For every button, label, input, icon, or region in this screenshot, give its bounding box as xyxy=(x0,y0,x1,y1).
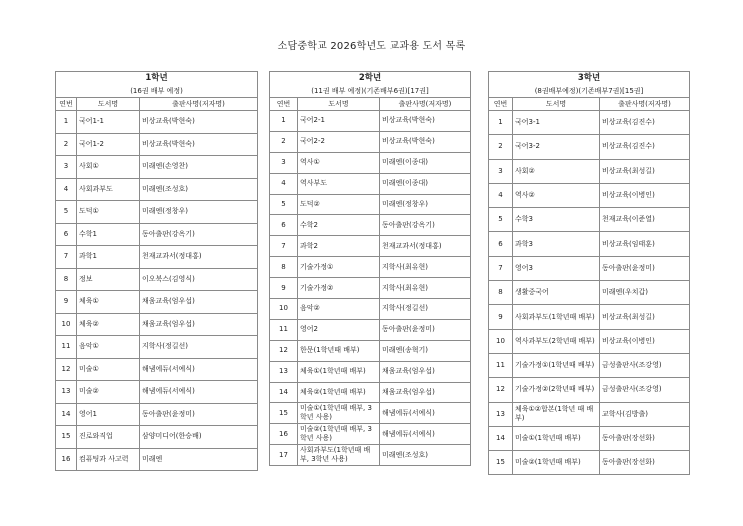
row-number: 14 xyxy=(489,426,513,450)
book-title: 영어2 xyxy=(298,319,380,340)
row-number: 3 xyxy=(270,152,298,173)
book-title: 도덕② xyxy=(298,194,380,215)
table-row xyxy=(56,358,258,381)
publisher-author: 금성출판사(조강영) xyxy=(600,353,690,377)
publisher-author: 교학사(김방출) xyxy=(600,402,690,426)
col-header-book: 도서명 xyxy=(298,98,380,111)
row-number: 13 xyxy=(56,381,77,404)
row-number: 11 xyxy=(270,319,298,340)
row-number: 4 xyxy=(489,183,513,207)
publisher-author: 비상교육(김진수) xyxy=(600,111,690,135)
book-title: 기술가정②(2학년때 배부) xyxy=(513,378,600,402)
document-title: 소담중학교 2026학년도 교과용 도서 목록 xyxy=(277,41,466,52)
publisher-author: 이오북스(김영식) xyxy=(140,268,258,291)
row-number: 16 xyxy=(270,424,298,445)
grade-subtitle-row xyxy=(489,86,690,98)
row-number: 6 xyxy=(489,232,513,256)
book-title: 컴퓨팅과 사고력 xyxy=(77,448,140,471)
row-number: 2 xyxy=(489,135,513,159)
table-row xyxy=(489,281,690,305)
table-row xyxy=(489,378,690,402)
table-row xyxy=(270,152,471,173)
book-title: 사회과부도 xyxy=(77,178,140,201)
col-header-book: 도서명 xyxy=(77,98,140,111)
book-title: 미술①(1학년때 배부, 3학년 사용) xyxy=(298,403,380,424)
book-title: 과학3 xyxy=(513,232,600,256)
publisher-author: 해냄에듀(서예식) xyxy=(380,424,471,445)
publisher-author: 동아출판(장선화) xyxy=(600,451,690,475)
table-row xyxy=(489,353,690,377)
book-title: 수학2 xyxy=(298,215,380,236)
book-title: 체육②(1학년때 배부) xyxy=(298,382,380,403)
row-number: 1 xyxy=(56,111,77,134)
publisher-author: 천재교과서(정대홍) xyxy=(140,246,258,269)
publisher-author: 채움교육(엄우섭) xyxy=(380,382,471,403)
table-row xyxy=(56,178,258,201)
table-row xyxy=(489,208,690,232)
row-number: 12 xyxy=(270,340,298,361)
book-title: 음악① xyxy=(77,336,140,359)
publisher-author: 미래엔(이종대) xyxy=(380,152,471,173)
row-number: 9 xyxy=(489,305,513,329)
book-title: 기술가정①(1학년때 배부) xyxy=(513,353,600,377)
book-title: 진로와직업 xyxy=(77,426,140,449)
table-row xyxy=(56,133,258,156)
row-number: 8 xyxy=(270,257,298,278)
book-title: 수학1 xyxy=(77,223,140,246)
publisher-author: 동아출판(강옥기) xyxy=(140,223,258,246)
table-row xyxy=(270,299,471,320)
book-title: 과학1 xyxy=(77,246,140,269)
publisher-author: 천재교과서(정대홍) xyxy=(380,236,471,257)
table-row xyxy=(56,426,258,449)
row-number: 5 xyxy=(56,201,77,224)
publisher-author: 동아출판(윤정미) xyxy=(380,319,471,340)
book-title: 정보 xyxy=(77,268,140,291)
row-number: 7 xyxy=(56,246,77,269)
book-title: 국어3-2 xyxy=(513,135,600,159)
publisher-author: 채움교육(엄우섭) xyxy=(140,291,258,314)
col-header-num: 연번 xyxy=(270,98,298,111)
publisher-author: 비상교육(이병인) xyxy=(600,329,690,353)
book-title: 국어2-1 xyxy=(298,111,380,132)
table-row xyxy=(270,111,471,132)
book-title: 미술② xyxy=(77,381,140,404)
grade-title-row xyxy=(270,72,471,86)
publisher-author: 동아출판(강옥기) xyxy=(380,215,471,236)
row-number: 17 xyxy=(270,445,298,466)
table-row xyxy=(489,135,690,159)
publisher-author: 비상교육(박현숙) xyxy=(380,131,471,152)
table-row xyxy=(489,256,690,280)
row-number: 15 xyxy=(489,451,513,475)
grade-subtitle: (16권 배부 예정) xyxy=(56,86,258,98)
table-row xyxy=(270,403,471,424)
table-row xyxy=(489,305,690,329)
table-row xyxy=(270,257,471,278)
book-title: 과학2 xyxy=(298,236,380,257)
table-row xyxy=(270,131,471,152)
publisher-author: 비상교육(박현숙) xyxy=(140,133,258,156)
table-row xyxy=(270,361,471,382)
publisher-author: 해냄에듀(서예식) xyxy=(380,403,471,424)
table-row xyxy=(56,336,258,359)
publisher-author: 비상교육(최성길) xyxy=(600,305,690,329)
table-row xyxy=(270,215,471,236)
grade-title-row xyxy=(489,72,690,86)
publisher-author: 지학사(정길선) xyxy=(140,336,258,359)
table-row xyxy=(489,329,690,353)
book-title: 기술가정① xyxy=(298,257,380,278)
publisher-author: 삼양미디어(한승배) xyxy=(140,426,258,449)
book-title: 국어1-2 xyxy=(77,133,140,156)
table-row xyxy=(489,232,690,256)
table-row xyxy=(56,201,258,224)
table-row xyxy=(489,451,690,475)
row-number: 5 xyxy=(489,208,513,232)
book-title: 수학3 xyxy=(513,208,600,232)
book-title: 국어3-1 xyxy=(513,111,600,135)
col-header-publisher: 출판사명(저자명) xyxy=(380,98,471,111)
publisher-author: 미래엔(정창우) xyxy=(140,201,258,224)
col-header-book: 도서명 xyxy=(513,98,600,111)
book-title: 미술① xyxy=(77,358,140,381)
publisher-author: 미래엔(정창우) xyxy=(380,194,471,215)
table-row xyxy=(270,340,471,361)
row-number: 10 xyxy=(270,299,298,320)
table-row xyxy=(56,313,258,336)
row-number: 9 xyxy=(270,278,298,299)
col-header-publisher: 출판사명(저자명) xyxy=(600,98,690,111)
publisher-author: 채움교육(엄우섭) xyxy=(140,313,258,336)
publisher-author: 미래엔(송혁기) xyxy=(380,340,471,361)
row-number: 8 xyxy=(56,268,77,291)
grade-title: 1학년 xyxy=(56,72,258,86)
publisher-author: 해냄에듀(서예식) xyxy=(140,358,258,381)
book-title: 체육① xyxy=(77,291,140,314)
row-number: 5 xyxy=(270,194,298,215)
publisher-author: 지학사(정길선) xyxy=(380,299,471,320)
publisher-author: 채움교육(엄우섭) xyxy=(380,361,471,382)
table-row xyxy=(56,268,258,291)
publisher-author: 미래엔(우치갑) xyxy=(600,281,690,305)
row-number: 1 xyxy=(489,111,513,135)
table-row xyxy=(56,403,258,426)
table-row xyxy=(270,445,471,466)
book-title: 기술가정② xyxy=(298,278,380,299)
grade-subtitle: (8권배부예정)(기존배부7권)[15권] xyxy=(489,86,690,98)
book-title: 역사과부도(2학년때 배부) xyxy=(513,329,600,353)
table-row xyxy=(489,183,690,207)
row-number: 16 xyxy=(56,448,77,471)
grade-title-row xyxy=(56,72,258,86)
table-row xyxy=(56,448,258,471)
column-header-row xyxy=(270,98,471,111)
publisher-author: 금성출판사(조강영) xyxy=(600,378,690,402)
row-number: 10 xyxy=(489,329,513,353)
book-title: 미술②(1학년때 배부, 3학년 사용) xyxy=(298,424,380,445)
row-number: 12 xyxy=(56,358,77,381)
row-number: 4 xyxy=(270,173,298,194)
book-title: 사회과부도(1학년때 배부, 3학년 사용) xyxy=(298,445,380,466)
row-number: 1 xyxy=(270,111,298,132)
book-title: 체육①②합본(1학년 때 배부) xyxy=(513,402,600,426)
book-title: 사회① xyxy=(77,156,140,179)
row-number: 12 xyxy=(489,378,513,402)
row-number: 10 xyxy=(56,313,77,336)
row-number: 13 xyxy=(270,361,298,382)
table-row xyxy=(270,278,471,299)
row-number: 3 xyxy=(56,156,77,179)
row-number: 8 xyxy=(489,281,513,305)
publisher-author: 미래엔(이종대) xyxy=(380,173,471,194)
publisher-author: 비상교육(박현숙) xyxy=(380,111,471,132)
table-row xyxy=(489,402,690,426)
table-row xyxy=(270,236,471,257)
publisher-author: 천재교육(이준열) xyxy=(600,208,690,232)
book-title: 역사② xyxy=(513,183,600,207)
table-row xyxy=(270,424,471,445)
book-title: 생활중국어 xyxy=(513,281,600,305)
row-number: 2 xyxy=(270,131,298,152)
row-number: 6 xyxy=(56,223,77,246)
publisher-author: 미래엔(조성호) xyxy=(380,445,471,466)
book-title: 음악② xyxy=(298,299,380,320)
row-number: 11 xyxy=(56,336,77,359)
publisher-author: 미래엔 xyxy=(140,448,258,471)
table-row xyxy=(270,173,471,194)
grade2-table xyxy=(269,71,471,466)
book-title: 미술②(1학년때 배부) xyxy=(513,451,600,475)
grade-title: 2학년 xyxy=(270,72,471,86)
book-title: 한문(1학년때 배부) xyxy=(298,340,380,361)
book-title: 사회과부도(1학년때 배부) xyxy=(513,305,600,329)
row-number: 13 xyxy=(489,402,513,426)
publisher-author: 동아출판(윤정미) xyxy=(600,256,690,280)
row-number: 15 xyxy=(56,426,77,449)
book-title: 미술①(1학년때 배부) xyxy=(513,426,600,450)
col-header-num: 연번 xyxy=(489,98,513,111)
publisher-author: 미래엔(조성호) xyxy=(140,178,258,201)
book-title: 국어1-1 xyxy=(77,111,140,134)
table-row xyxy=(56,291,258,314)
table-row xyxy=(56,381,258,404)
row-number: 7 xyxy=(489,256,513,280)
table-row xyxy=(56,156,258,179)
row-number: 4 xyxy=(56,178,77,201)
row-number: 9 xyxy=(56,291,77,314)
table-row xyxy=(56,246,258,269)
book-title: 역사부도 xyxy=(298,173,380,194)
publisher-author: 비상교육(김진수) xyxy=(600,135,690,159)
row-number: 7 xyxy=(270,236,298,257)
table-row xyxy=(489,426,690,450)
row-number: 11 xyxy=(489,353,513,377)
table-row xyxy=(489,111,690,135)
grade-subtitle-row xyxy=(270,86,471,98)
table-row xyxy=(56,223,258,246)
grade3-table xyxy=(488,71,690,475)
publisher-author: 미래엔(손영찬) xyxy=(140,156,258,179)
table-row xyxy=(270,319,471,340)
row-number: 6 xyxy=(270,215,298,236)
publisher-author: 동아출판(윤정미) xyxy=(140,403,258,426)
book-title: 역사① xyxy=(298,152,380,173)
row-number: 3 xyxy=(489,159,513,183)
row-number: 2 xyxy=(56,133,77,156)
row-number: 14 xyxy=(56,403,77,426)
table-row xyxy=(489,159,690,183)
row-number: 15 xyxy=(270,403,298,424)
book-title: 체육② xyxy=(77,313,140,336)
col-header-num: 연번 xyxy=(56,98,77,111)
publisher-author: 지학사(최유현) xyxy=(380,278,471,299)
book-title: 국어2-2 xyxy=(298,131,380,152)
table-row xyxy=(270,194,471,215)
column-header-row xyxy=(489,98,690,111)
publisher-author: 비상교육(임태훈) xyxy=(600,232,690,256)
table-row xyxy=(56,111,258,134)
book-title: 사회② xyxy=(513,159,600,183)
grade-subtitle: (11권 배부 예정)(기존배부6권)[17권] xyxy=(270,86,471,98)
row-number: 14 xyxy=(270,382,298,403)
table-row xyxy=(270,382,471,403)
book-title: 체육①(1학년때 배부) xyxy=(298,361,380,382)
grade-title: 3학년 xyxy=(489,72,690,86)
book-title: 영어1 xyxy=(77,403,140,426)
book-title: 영어3 xyxy=(513,256,600,280)
publisher-author: 비상교육(최성길) xyxy=(600,159,690,183)
book-title: 도덕① xyxy=(77,201,140,224)
publisher-author: 동아출판(장선화) xyxy=(600,426,690,450)
grade1-table xyxy=(55,71,258,471)
publisher-author: 지학사(최유현) xyxy=(380,257,471,278)
publisher-author: 해냄에듀(서예식) xyxy=(140,381,258,404)
grade-subtitle-row xyxy=(56,86,258,98)
column-header-row xyxy=(56,98,258,111)
publisher-author: 비상교육(박현숙) xyxy=(140,111,258,134)
col-header-publisher: 출판사명(저자명) xyxy=(140,98,258,111)
publisher-author: 비상교육(이병인) xyxy=(600,183,690,207)
